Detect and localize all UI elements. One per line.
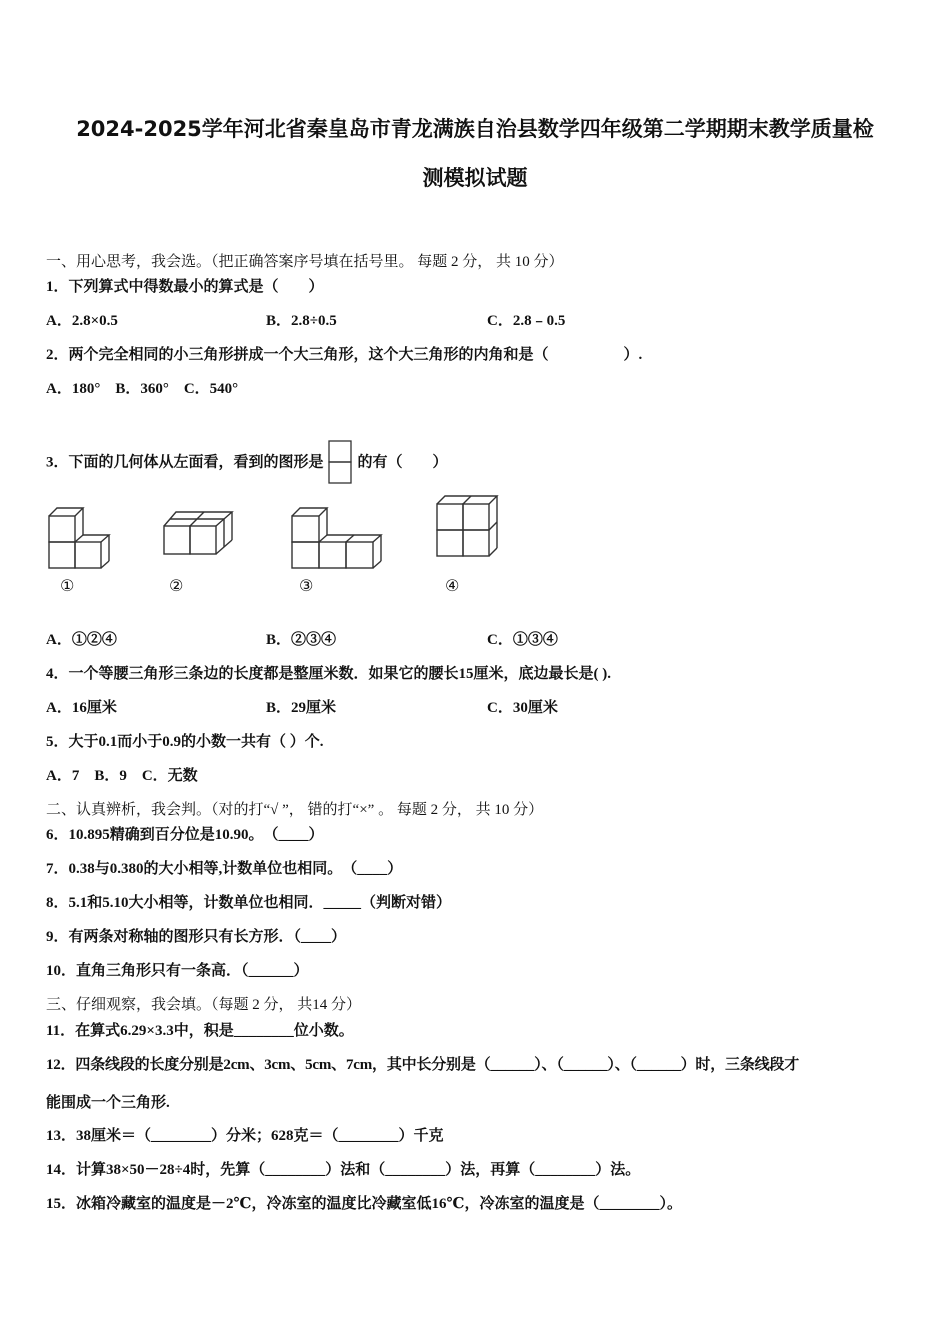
section-3-heading: 三、仔细观察，我会填。（每题 2 分， 共14 分） (46, 997, 362, 1013)
cube-figure-3 (289, 503, 383, 571)
question-12-line-1: 12．四条线段的长度分别是2cm、3cm、5cm、7cm，其中长分别是（______）、（______）、（______）时，三条线段才 (46, 1057, 800, 1073)
section-2-heading: 二、认真辨析，我会判。（对的打“√ ”， 错的打“×” 。 每题 2 分， 共 10 分） (46, 802, 544, 818)
two-stacked-squares-figure (327, 438, 355, 488)
question-9: 9．有两条对称轴的图形只有长方形．（____） (46, 929, 347, 945)
question-8: 8．5.1和5.10大小相等，计数单位也相同．_____（判断对错） (46, 895, 452, 911)
section-1-heading: 一、用心思考，我会选。（把正确答案序号填在括号里。 每题 2 分， 共 10 分） (46, 254, 564, 270)
q3-option-c: C．①③④ (487, 632, 558, 648)
q1-option-b: B．2.8÷0.5 (266, 313, 337, 329)
q2-options: A．180° B．360° C．540° (46, 381, 239, 397)
question-3 (46, 438, 448, 488)
question-7: 7．0.38与0.380的大小相等,计数单位也相同。 （____） (46, 861, 403, 877)
question-12-line-2: 能围成一个三角形. (46, 1095, 170, 1111)
q1-option-c: C．2.8﹣0.5 (487, 313, 566, 329)
question-11: 11．在算式6.29×3.3中，积是________位小数。 (46, 1023, 354, 1039)
cube-figure-4 (433, 493, 503, 559)
q3-option-a: A．①②④ (46, 632, 117, 648)
figure-label-1: ① (60, 576, 75, 595)
q3-text-after: 的有（ ） (357, 454, 448, 471)
page-title-line-1: 2024-2025学年河北省秦皇岛市青龙满族自治县数学四年级第二学期期末教学质量检 (76, 117, 874, 141)
question-4: 4．一个等腰三角形三条边的长度都是整厘米数．如果它的腰长15厘米，底边最长是( ). (46, 666, 611, 682)
q4-option-c: C．30厘米 (487, 700, 558, 716)
q1-option-a: A．2.8×0.5 (46, 313, 118, 329)
cube-figure-1 (46, 503, 116, 571)
q5-options: A．7 B．9 C．无数 (46, 768, 198, 784)
q3-option-b: B．②③④ (266, 632, 337, 648)
question-1: 1．下列算式中得数最小的算式是（ ） (46, 279, 324, 295)
q4-option-b: B．29厘米 (266, 700, 337, 716)
figure-label-4: ④ (445, 576, 460, 595)
question-6: 6．10.895精确到百分位是10.90。 （____） (46, 827, 324, 843)
figure-label-3: ③ (299, 576, 314, 595)
question-10: 10．直角三角形只有一条高．（______） (46, 963, 309, 979)
question-5: 5．大于0.1而小于0.9的小数一共有（ ）个. (46, 734, 324, 750)
q3-text-before: 3．下面的几何体从左面看，看到的图形是 (46, 454, 324, 471)
page-title-line-2: 测模拟试题 (422, 166, 528, 190)
question-14: 14．计算38×50－28÷4时，先算（________）法和（________）法，再算（________）法。 (46, 1162, 641, 1178)
question-15: 15．冰箱冷藏室的温度是－2℃，冷冻室的温度比冷藏室低16℃，冷冻室的温度是（________）。 (46, 1196, 682, 1212)
figure-label-2: ② (169, 576, 184, 595)
cube-figure-2 (160, 508, 240, 558)
question-2: 2．两个完全相同的小三角形拼成一个大三角形，这个大三角形的内角和是（ ）. (46, 347, 643, 363)
q4-option-a: A．16厘米 (46, 700, 117, 716)
question-13: 13．38厘米＝（________）分米；628克＝（________）千克 (46, 1128, 444, 1144)
